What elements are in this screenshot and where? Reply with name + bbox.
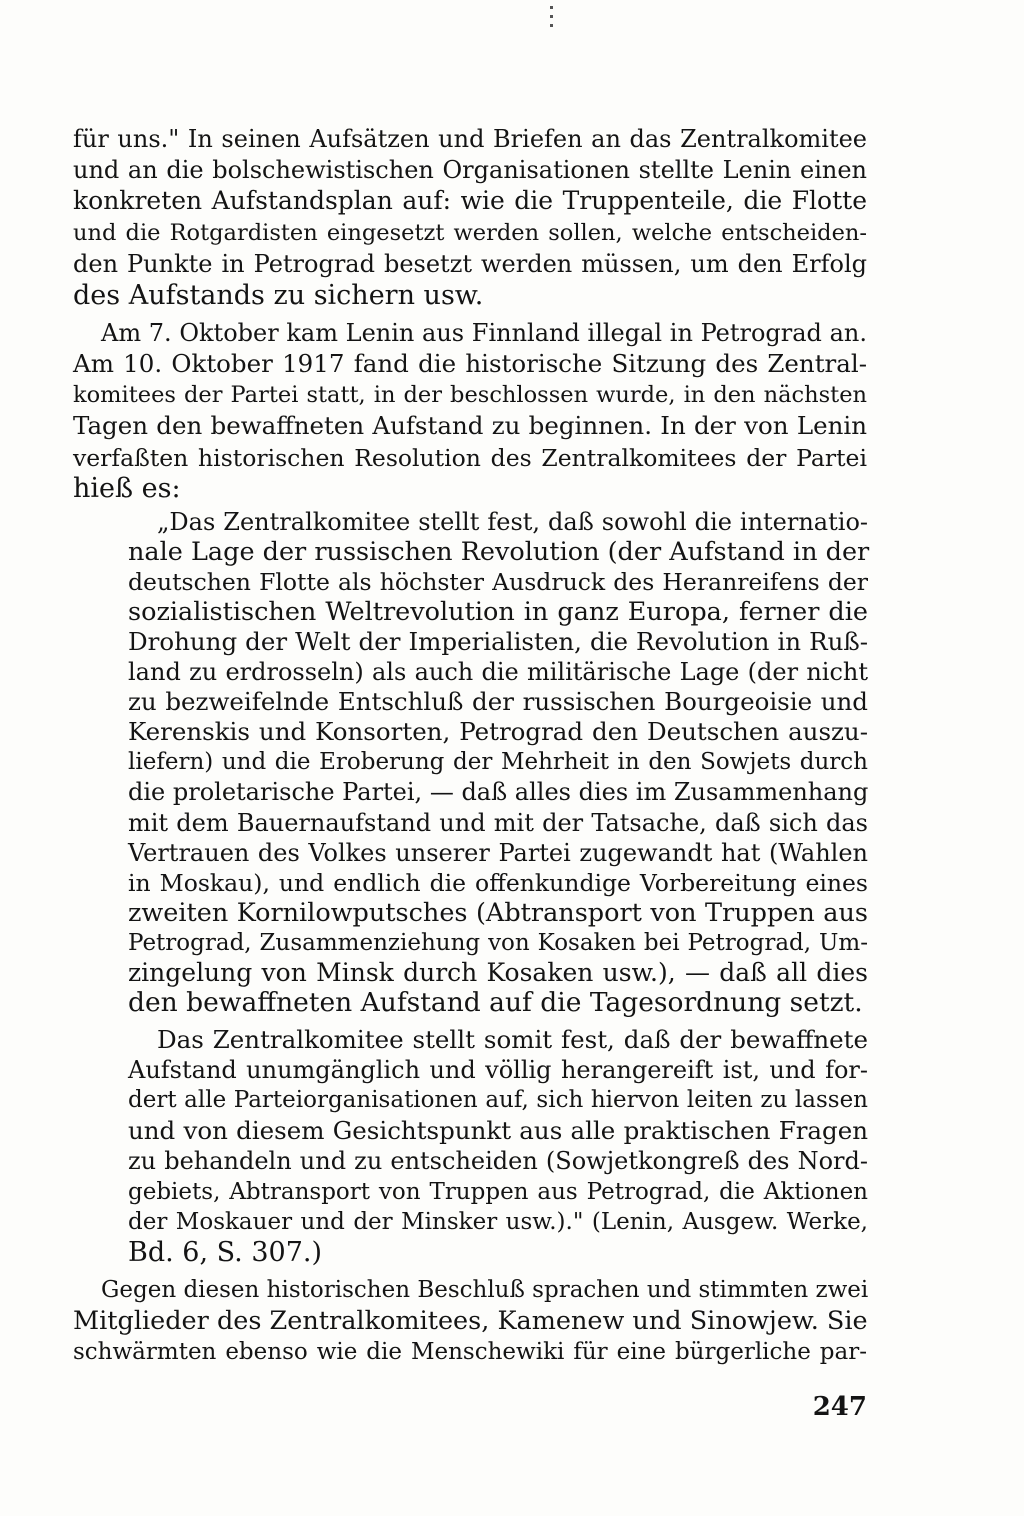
quote-line: sozialistischen Weltrevolution in ganz Europa, ferner die xyxy=(128,597,868,627)
text-line: konkreten Aufstandsplan auf: wie die Truppenteile, die Flotte xyxy=(73,186,867,215)
text-line: verfaßten historischen Resolution des Zentralkomitees der Partei xyxy=(73,444,867,472)
quote-line: „Das Zentralkomitee stellt fest, daß sowohl die internatio- xyxy=(157,508,868,536)
quote-line: zu behandeln und zu entscheiden (Sowjetkongreß des Nord- xyxy=(128,1147,868,1175)
quote-line: land zu erdrosseln) als auch die militärische Lage (der nicht xyxy=(128,658,868,686)
quote-line: Das Zentralkomitee stellt somit fest, daß der bewaffnete xyxy=(157,1025,868,1054)
text-line: Gegen diesen historischen Beschluß sprachen und stimmten zwei xyxy=(101,1277,869,1303)
quote-line: Bd. 6, S. 307.) xyxy=(128,1237,322,1268)
quote-line: den bewaffneten Aufstand auf die Tagesordnung setzt. xyxy=(128,987,863,1018)
text-line: schwärmten ebenso wie die Menschewiki für eine bürgerliche par- xyxy=(73,1339,867,1365)
quote-line: zu bezweifelnde Entschluß der russischen Bourgeoisie und xyxy=(128,687,868,716)
text-line: Am 7. Oktober kam Lenin aus Finnland illegal in Petrograd an. xyxy=(101,319,867,347)
quote-line: nale Lage der russischen Revolution (der Aufstand in der xyxy=(128,537,870,567)
quote-line: zweiten Kornilowputsches (Abtransport von Truppen aus xyxy=(128,898,868,928)
text-line: des Aufstands zu sichern usw. xyxy=(73,280,484,311)
scan-mark xyxy=(550,6,553,28)
quote-line: zingelung von Minsk durch Kosaken usw.), — daß all dies xyxy=(128,958,868,987)
text-line: Mitglieder des Zentralkomitees, Kamenew und Sinowjew. Sie xyxy=(73,1306,868,1336)
quote-line: mit dem Bauernaufstand und mit der Tatsache, daß sich das xyxy=(128,809,868,837)
text-line: und an die bolschewistischen Organisationen stellte Lenin einen xyxy=(73,156,867,184)
quote-line: die proletarische Partei, — daß alles dies im Zusammenhang xyxy=(128,778,869,806)
quote-line: dert alle Parteiorganisationen auf, sich hiervon leiten zu lassen xyxy=(128,1087,868,1113)
quote-line: Drohung der Welt der Imperialisten, die Revolution in Ruß- xyxy=(128,627,868,656)
quote-line: deutschen Flotte als höchster Ausdruck des Heranreifens der xyxy=(128,568,868,596)
quote-line: Vertrauen des Volkes unserer Partei zugewandt hat (Wahlen xyxy=(128,839,868,867)
text-line: hieß es: xyxy=(73,473,181,504)
text-line: Am 10. Oktober 1917 fand die historische Sitzung des Zentral- xyxy=(73,349,867,378)
quote-line: liefern) und die Eroberung der Mehrheit in den Sowjets durch xyxy=(128,749,868,775)
text-line: Tagen den bewaffneten Aufstand zu beginnen. In der von Lenin xyxy=(73,411,867,440)
quote-line: gebiets, Abtransport von Truppen aus Petrograd, die Aktionen xyxy=(128,1179,868,1205)
quote-line: Aufstand unumgänglich und völlig herangereift ist, und for- xyxy=(128,1056,868,1084)
page-number: 247 xyxy=(812,1392,867,1422)
quote-line: und von diesem Gesichtspunkt aus alle praktischen Fragen xyxy=(128,1116,868,1145)
text-line: komitees der Partei statt, in der beschlossen wurde, in den nächsten xyxy=(73,382,867,408)
quote-line: Petrograd, Zusammenziehung von Kosaken bei Petrograd, Um- xyxy=(128,930,868,956)
text-line: und die Rotgardisten eingesetzt werden sollen, welche entscheiden- xyxy=(73,220,867,246)
quote-line: in Moskau), und endlich die offenkundige Vorbereitung eines xyxy=(128,869,868,897)
text-line: den Punkte in Petrograd besetzt werden müssen, um den Erfolg xyxy=(73,250,867,278)
quote-line: Kerenskis und Konsorten, Petrograd den Deutschen auszu- xyxy=(128,717,868,746)
text-line: für uns." In seinen Aufsätzen und Briefen an das Zentralkomitee xyxy=(73,125,867,153)
quote-line: der Moskauer und der Minsker usw.)." (Lenin, Ausgew. Werke, xyxy=(128,1209,868,1235)
